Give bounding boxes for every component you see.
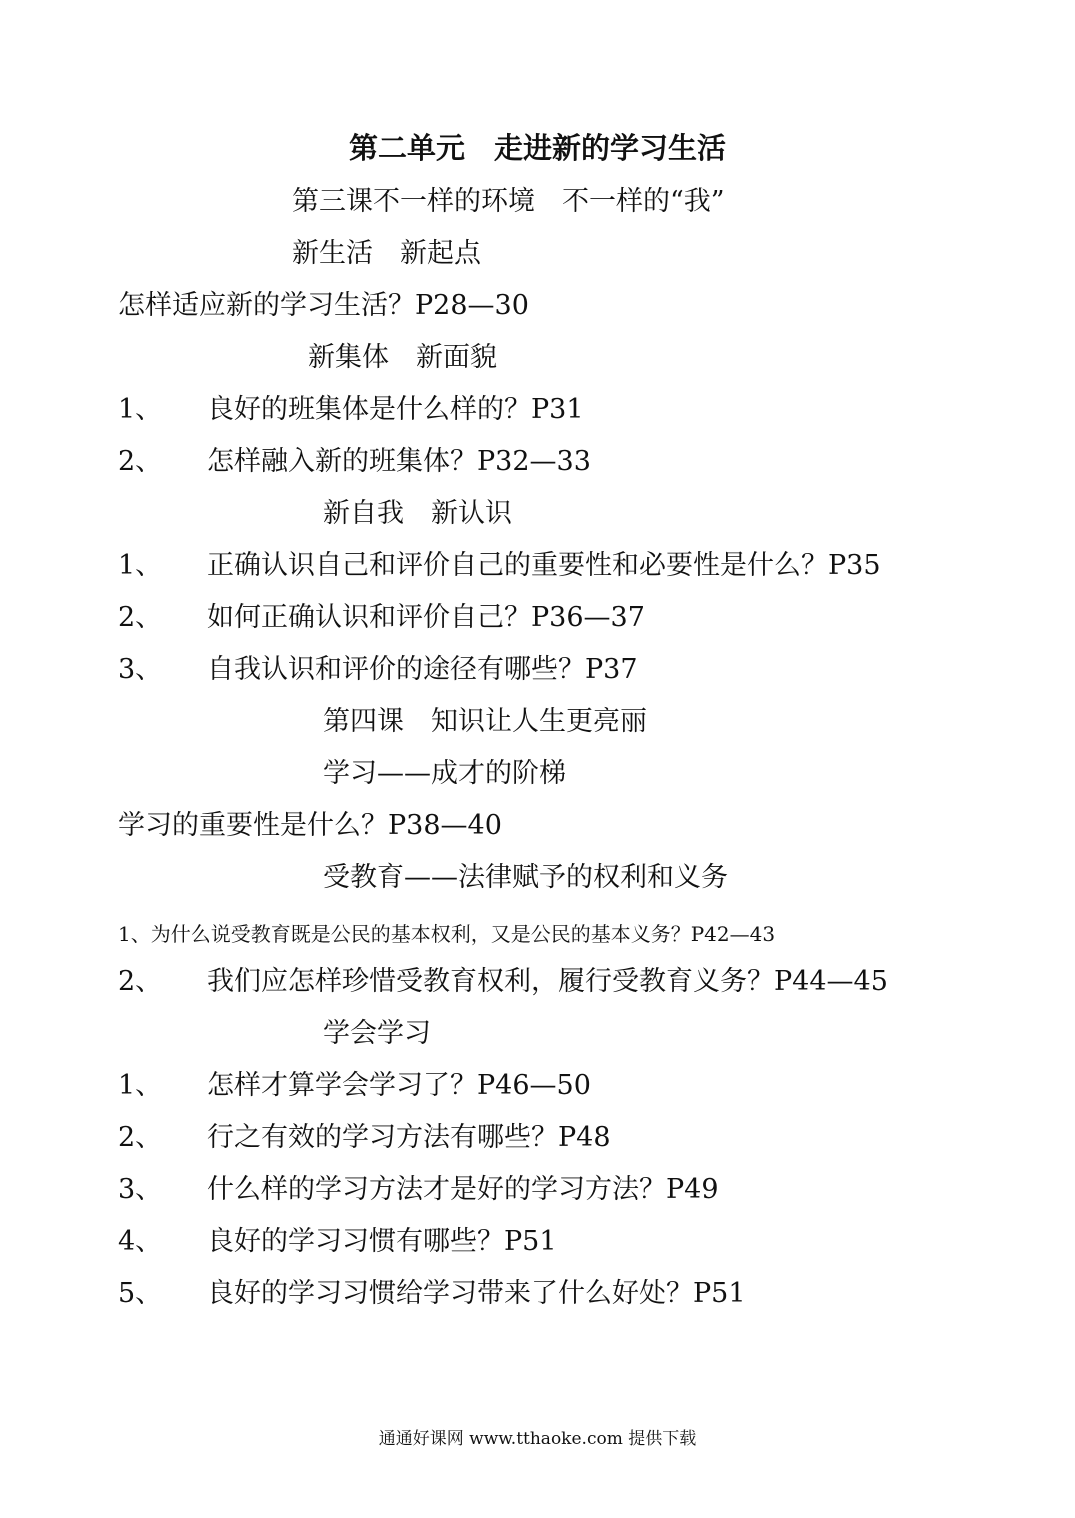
lesson4-section1-heading: 学习——成才的阶梯 — [323, 758, 566, 789]
item-text: 怎样融入新的班集体？P32—33 — [207, 446, 591, 477]
lesson3-section1-heading: 新生活 新起点 — [292, 238, 481, 269]
item-number: 2、 — [118, 602, 163, 633]
item-text: 良好的学习习惯有哪些？P51 — [207, 1226, 557, 1257]
lesson3-heading: 第三课不一样的环境 不一样的“我” — [292, 186, 725, 217]
item-number: 1、 — [118, 550, 163, 581]
lesson4-heading: 第四课 知识让人生更亮丽 — [323, 706, 647, 737]
item-number: 4、 — [118, 1226, 163, 1257]
item-text: 行之有效的学习方法有哪些？P48 — [207, 1122, 611, 1153]
lesson4-section1-question: 学习的重要性是什么？P38—40 — [118, 810, 502, 841]
item-number: 5、 — [118, 1278, 163, 1309]
item-text: 我们应怎样珍惜受教育权利，履行受教育义务？P44—45 — [207, 966, 888, 997]
item-number: 3、 — [118, 1174, 163, 1205]
unit-title: 第二单元 走进新的学习生活 — [348, 131, 726, 165]
page-footer: 通通好课网 www.tthaoke.com 提供下载 — [378, 1429, 697, 1449]
lesson3-section2-heading: 新集体 新面貌 — [308, 342, 497, 373]
item-text: 良好的学习习惯给学习带来了什么好处？P51 — [207, 1278, 746, 1309]
item-text: 良好的班集体是什么样的？P31 — [207, 394, 584, 425]
item-number: 2、 — [118, 966, 163, 997]
lesson4-section2-item1: 1、为什么说受教育既是公民的基本权利，又是公民的基本义务？P42—43 — [118, 922, 776, 946]
item-number: 1、 — [118, 394, 163, 425]
item-text: 怎样才算学会学习了？P46—50 — [207, 1070, 591, 1101]
item-number: 2、 — [118, 1122, 163, 1153]
item-number: 1、 — [118, 1070, 163, 1101]
lesson3-section1-question: 怎样适应新的学习生活？P28—30 — [118, 290, 529, 321]
item-text: 什么样的学习方法才是好的学习方法？P49 — [207, 1174, 719, 1205]
item-number: 2、 — [118, 446, 163, 477]
lesson4-section2-heading: 受教育——法律赋予的权利和义务 — [323, 862, 728, 893]
lesson4-section3-heading: 学会学习 — [323, 1018, 431, 1049]
item-text: 正确认识自己和评价自己的重要性和必要性是什么？P35 — [207, 550, 881, 581]
lesson3-section3-heading: 新自我 新认识 — [323, 498, 512, 529]
item-number: 3、 — [118, 654, 163, 685]
item-text: 自我认识和评价的途径有哪些？P37 — [207, 654, 638, 685]
item-text: 如何正确认识和评价自己？P36—37 — [207, 602, 645, 633]
